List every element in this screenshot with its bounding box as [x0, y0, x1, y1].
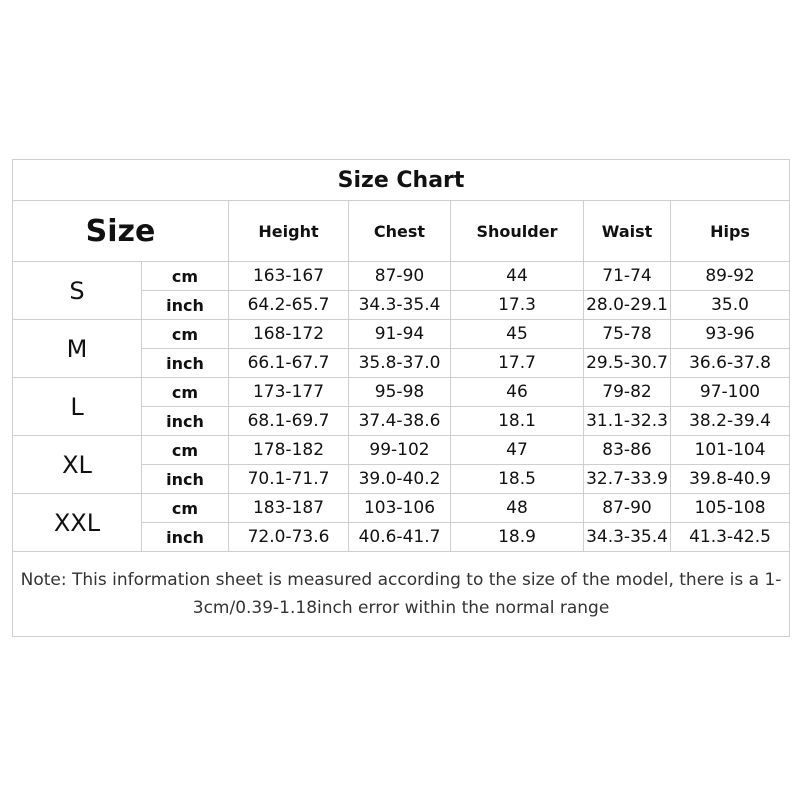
table-cell: 87-90 [584, 494, 671, 523]
column-header-height: Height [229, 201, 349, 262]
table-cell: 89-92 [671, 262, 790, 291]
table-cell: 38.2-39.4 [671, 407, 790, 436]
size-label: L [13, 378, 142, 436]
table-cell: 18.5 [451, 465, 584, 494]
unit-label: cm [142, 320, 229, 349]
table-row [13, 262, 790, 291]
table-cell: 168-172 [229, 320, 349, 349]
measurement-note: Note: This information sheet is measured according to the size of the model, there is a 1-3cm/0.39-1.18inch error within the normal range [13, 552, 790, 637]
table-cell: 97-100 [671, 378, 790, 407]
size-label: XXL [13, 494, 142, 552]
table-cell: 32.7-33.9 [584, 465, 671, 494]
table-cell: 45 [451, 320, 584, 349]
unit-label: inch [142, 465, 229, 494]
table-cell: 40.6-41.7 [349, 523, 451, 552]
size-label: M [13, 320, 142, 378]
unit-label: inch [142, 523, 229, 552]
column-header-shoulder: Shoulder [451, 201, 584, 262]
table-cell: 46 [451, 378, 584, 407]
table-cell: 35.0 [671, 291, 790, 320]
table-cell: 17.3 [451, 291, 584, 320]
table-cell: 29.5-30.7 [584, 349, 671, 378]
table-row [13, 436, 790, 465]
column-header-hips: Hips [671, 201, 790, 262]
table-cell: 83-86 [584, 436, 671, 465]
table-cell: 18.1 [451, 407, 584, 436]
table-cell: 101-104 [671, 436, 790, 465]
table-cell: 163-167 [229, 262, 349, 291]
table-cell: 39.0-40.2 [349, 465, 451, 494]
column-header-waist: Waist [584, 201, 671, 262]
table-cell: 36.6-37.8 [671, 349, 790, 378]
unit-label: inch [142, 407, 229, 436]
unit-label: inch [142, 291, 229, 320]
table-cell: 64.2-65.7 [229, 291, 349, 320]
unit-label: cm [142, 436, 229, 465]
table-cell: 31.1-32.3 [584, 407, 671, 436]
table-cell: 95-98 [349, 378, 451, 407]
unit-label: cm [142, 262, 229, 291]
table-cell: 173-177 [229, 378, 349, 407]
column-header-chest: Chest [349, 201, 451, 262]
table-row [13, 494, 790, 523]
table-row [13, 320, 790, 349]
table-cell: 39.8-40.9 [671, 465, 790, 494]
table-cell: 28.0-29.1 [584, 291, 671, 320]
table-cell: 93-96 [671, 320, 790, 349]
size-header: Size [13, 201, 229, 262]
table-cell: 34.3-35.4 [349, 291, 451, 320]
size-chart-table [12, 159, 790, 637]
table-cell: 105-108 [671, 494, 790, 523]
table-cell: 79-82 [584, 378, 671, 407]
table-row [13, 378, 790, 407]
table-cell: 70.1-71.7 [229, 465, 349, 494]
chart-title: Size Chart [13, 160, 790, 201]
table-cell: 66.1-67.7 [229, 349, 349, 378]
table-cell: 17.7 [451, 349, 584, 378]
unit-label: inch [142, 349, 229, 378]
table-cell: 47 [451, 436, 584, 465]
table-cell: 91-94 [349, 320, 451, 349]
table-cell: 72.0-73.6 [229, 523, 349, 552]
table-cell: 34.3-35.4 [584, 523, 671, 552]
table-cell: 48 [451, 494, 584, 523]
table-cell: 75-78 [584, 320, 671, 349]
table-cell: 71-74 [584, 262, 671, 291]
table-cell: 35.8-37.0 [349, 349, 451, 378]
unit-label: cm [142, 378, 229, 407]
size-label: XL [13, 436, 142, 494]
table-cell: 183-187 [229, 494, 349, 523]
size-label: S [13, 262, 142, 320]
table-cell: 68.1-69.7 [229, 407, 349, 436]
table-cell: 44 [451, 262, 584, 291]
unit-label: cm [142, 494, 229, 523]
table-cell: 37.4-38.6 [349, 407, 451, 436]
table-cell: 178-182 [229, 436, 349, 465]
table-cell: 103-106 [349, 494, 451, 523]
table-cell: 18.9 [451, 523, 584, 552]
table-cell: 99-102 [349, 436, 451, 465]
table-cell: 41.3-42.5 [671, 523, 790, 552]
table-cell: 87-90 [349, 262, 451, 291]
